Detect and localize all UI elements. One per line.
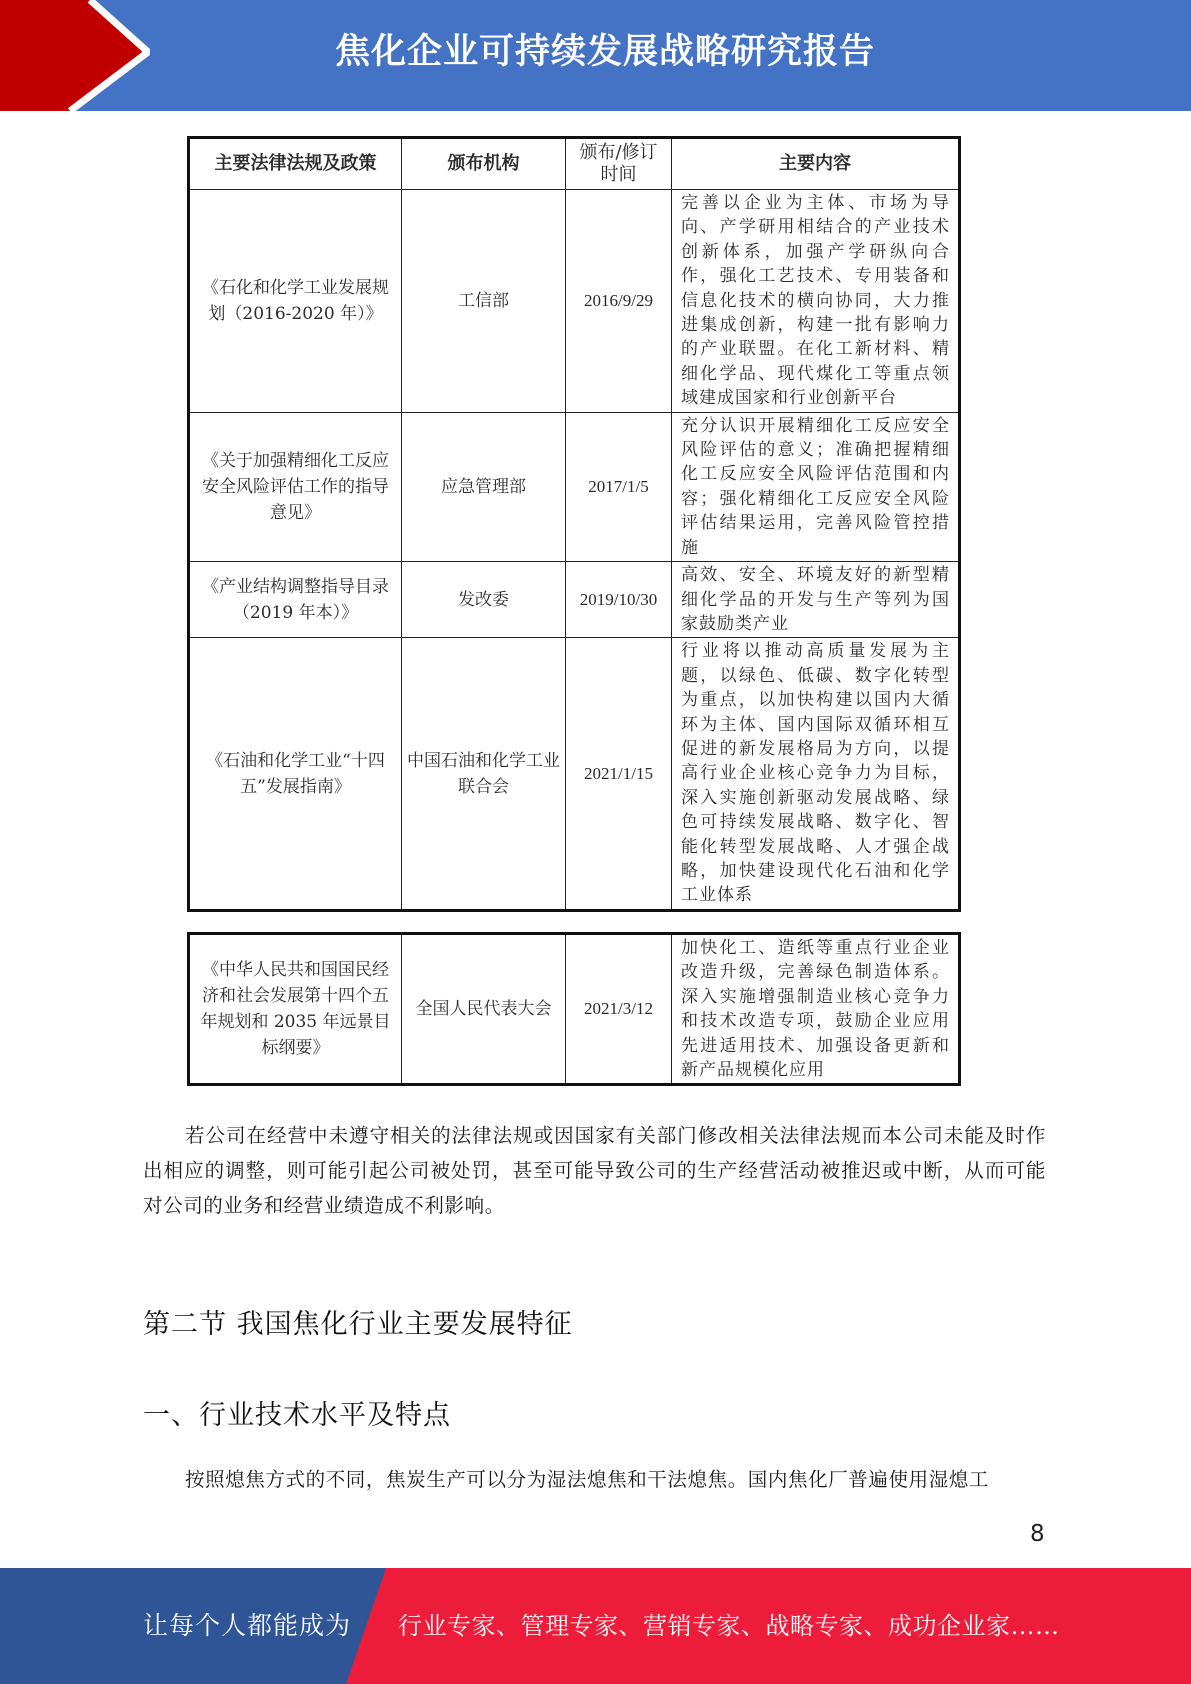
body-paragraph: 若公司在经营中未遵守相关的法律法规或因国家有关部门修改相关法律法规而本公司未能及时作出相应的调整，则可能引起公司被处罚，甚至可能导致公司的生产经营活动被推迟或中断，从而可能对公司的业务和经营业绩造成不利影响。 bbox=[143, 1124, 1046, 1217]
column-header-policy: 主要法律法规及政策 bbox=[189, 138, 402, 190]
section-heading: 第二节 我国焦化行业主要发展特征 bbox=[143, 1309, 573, 1340]
policy-content: 加快化工、造纸等重点行业企业改造升级，完善绿色制造体系。深入实施增强制造业核心竞争力和技术改造专项，鼓励企业应用先进适用技术、加强设备更新和新产品规模化应用 bbox=[672, 934, 960, 1085]
table-row bbox=[189, 934, 960, 1085]
policy-name: 《石油和化学工业“十四五”发展指南》 bbox=[189, 638, 402, 910]
policy-content: 行业将以推动高质量发展为主题，以绿色、低碳、数字化转型为重点，以加快构建以国内大循环为主体、国内国际双循环相互促进的新发展格局为方向，以提高行业企业核心竞争力为目标，深入实施创新驱动发展战略、绿色可持续发展战略、数字化、智能化转型发展战略、人才强企战略，加快建设现代化石油和化学工业体系 bbox=[672, 638, 960, 910]
policy-name: 《中华人民共和国国民经济和社会发展第十四个五年规划和 2035 年远景目标纲要》 bbox=[189, 934, 402, 1085]
column-header-issuer: 颁布机构 bbox=[402, 138, 566, 190]
table-row bbox=[189, 638, 960, 910]
table-header-row bbox=[189, 138, 960, 190]
policy-content: 完善以企业为主体、市场为导向、产学研用相结合的产业技术创新体系，加强产学研纵向合作，强化工艺技术、专用装备和信息化技术的横向协同，大力推进集成创新，构建一批有影响力的产业联盟。在化工新材料、精细化学品、现代煤化工等重点领域建成国家和行业创新平台 bbox=[672, 190, 960, 413]
issuing-agency: 中国石油和化学工业联合会 bbox=[402, 638, 566, 910]
policy-content: 高效、安全、环境友好的新型精细化学品的开发与生产等列为国家鼓励类产业 bbox=[672, 562, 960, 638]
issuing-agency: 工信部 bbox=[402, 190, 566, 413]
policy-name: 《产业结构调整指导目录（2019 年本）》 bbox=[189, 562, 402, 638]
policy-table-continued bbox=[187, 932, 961, 1086]
page-number: 8 bbox=[1030, 1521, 1045, 1547]
body-paragraph: 按照熄焦方式的不同，焦炭生产可以分为湿法熄焦和干法熄焦。国内焦化厂普遍使用湿熄工 bbox=[185, 1468, 990, 1491]
table-row bbox=[189, 562, 960, 638]
issue-date: 2019/10/30 bbox=[566, 562, 672, 638]
table-row bbox=[189, 190, 960, 413]
table-row bbox=[189, 412, 960, 561]
column-header-date: 颁布/修订 时间 bbox=[566, 138, 672, 190]
report-title: 焦化企业可持续发展战略研究报告 bbox=[334, 32, 875, 72]
policy-name: 《关于加强精细化工反应安全风险评估工作的指导意见》 bbox=[189, 412, 402, 561]
issuing-agency: 全国人民代表大会 bbox=[402, 934, 566, 1085]
footer-banner bbox=[0, 1568, 1191, 1684]
issue-date: 2017/1/5 bbox=[566, 412, 672, 561]
column-header-content: 主要内容 bbox=[672, 138, 960, 190]
policy-table bbox=[187, 136, 961, 912]
footer-slogan-left: 让每个人都能成为 bbox=[143, 1611, 352, 1640]
issue-date: 2021/3/12 bbox=[566, 934, 672, 1085]
footer-slogan-right: 行业专家、管理专家、营销专家、战略专家、成功企业家…… bbox=[398, 1612, 1060, 1640]
issuing-agency: 应急管理部 bbox=[402, 412, 566, 561]
subsection-heading: 一、行业技术水平及特点 bbox=[143, 1400, 451, 1431]
header-arrow-decoration bbox=[0, 0, 150, 111]
policy-content: 充分认识开展精细化工反应安全风险评估的意义；准确把握精细化工反应安全风险评估范围和内容；强化精细化工反应安全风险评估结果运用，完善风险管控措施 bbox=[672, 412, 960, 561]
issuing-agency: 发改委 bbox=[402, 562, 566, 638]
issue-date: 2016/9/29 bbox=[566, 190, 672, 413]
header-banner bbox=[0, 0, 1191, 111]
issue-date: 2021/1/15 bbox=[566, 638, 672, 910]
policy-name: 《石化和化学工业发展规划（2016-2020 年）》 bbox=[189, 190, 402, 413]
